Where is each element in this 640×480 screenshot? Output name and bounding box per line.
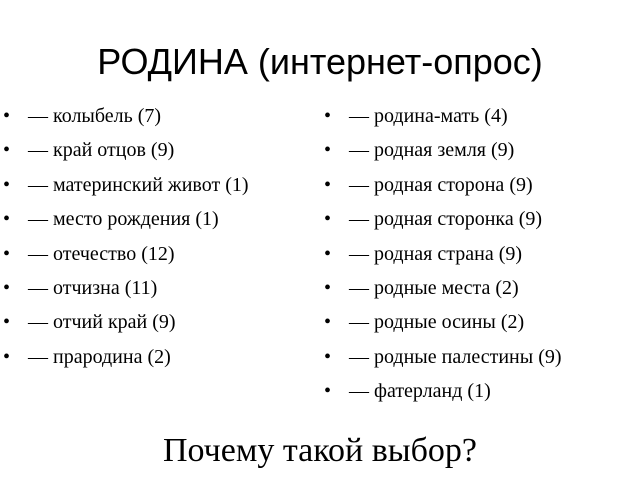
list-item — [324, 374, 640, 408]
list-item — [324, 168, 640, 202]
closing-question: Почему такой выбор? — [162, 432, 478, 469]
left-bullet-list — [3, 99, 323, 374]
right-bullet-list — [324, 99, 640, 409]
bullet-icon: • — [324, 276, 332, 299]
bullet-icon: • — [324, 173, 332, 196]
bullet-icon: • — [324, 105, 332, 127]
bullet-icon: • — [324, 242, 332, 265]
list-item — [3, 99, 323, 133]
bullet-icon: • — [3, 242, 11, 265]
list-item — [324, 305, 640, 339]
list-item — [3, 237, 323, 271]
list-item-text: — родные палестины (9) — [349, 345, 562, 368]
bullet-icon: • — [3, 345, 11, 368]
list-item — [324, 202, 640, 236]
list-item — [324, 99, 640, 133]
bullet-icon: • — [3, 311, 11, 334]
list-item — [324, 133, 640, 167]
bullet-icon: • — [3, 208, 11, 231]
bullet-icon: • — [324, 139, 332, 162]
list-item-text: — отечество (12) — [28, 242, 175, 265]
list-item-text: — фатерланд (1) — [349, 380, 491, 403]
list-item-text: — родина-мать (4) — [349, 105, 508, 127]
bullet-icon: • — [324, 345, 332, 368]
list-item-text: — родная страна (9) — [349, 242, 523, 265]
list-item-text: — родные осины (2) — [349, 311, 525, 334]
bullet-icon: • — [3, 276, 11, 299]
list-item-text: — родная земля (9) — [349, 139, 515, 162]
list-item-text: — родные места (2) — [349, 276, 519, 299]
bullet-icon: • — [324, 208, 332, 231]
bullet-icon: • — [3, 105, 11, 127]
list-item — [3, 340, 323, 374]
bullet-icon: • — [324, 380, 332, 403]
bullet-icon: • — [3, 173, 11, 196]
list-item — [324, 237, 640, 271]
list-item-text: — родная сторона (9) — [349, 173, 533, 196]
bullet-icon: • — [324, 311, 332, 334]
bullet-icon: • — [3, 139, 11, 162]
list-item-text: — материнский живот (1) — [28, 173, 249, 196]
list-item — [3, 271, 323, 305]
list-item-text: — прародина (2) — [28, 345, 171, 368]
list-item-text: — край отцов (9) — [28, 139, 175, 162]
list-item — [3, 168, 323, 202]
list-item — [3, 202, 323, 236]
list-item-text: — родная сторонка (9) — [349, 208, 543, 231]
list-item — [3, 133, 323, 167]
list-item — [324, 271, 640, 305]
slide-title: РОДИНА (интернет-опрос) — [97, 41, 543, 82]
list-item-text: — колыбель (7) — [28, 105, 162, 127]
list-item-text: — отчизна (11) — [28, 276, 158, 299]
list-item-text: — отчий край (9) — [28, 311, 176, 334]
list-item — [3, 305, 323, 339]
list-item-text: — место рождения (1) — [28, 208, 219, 231]
list-item — [324, 340, 640, 374]
